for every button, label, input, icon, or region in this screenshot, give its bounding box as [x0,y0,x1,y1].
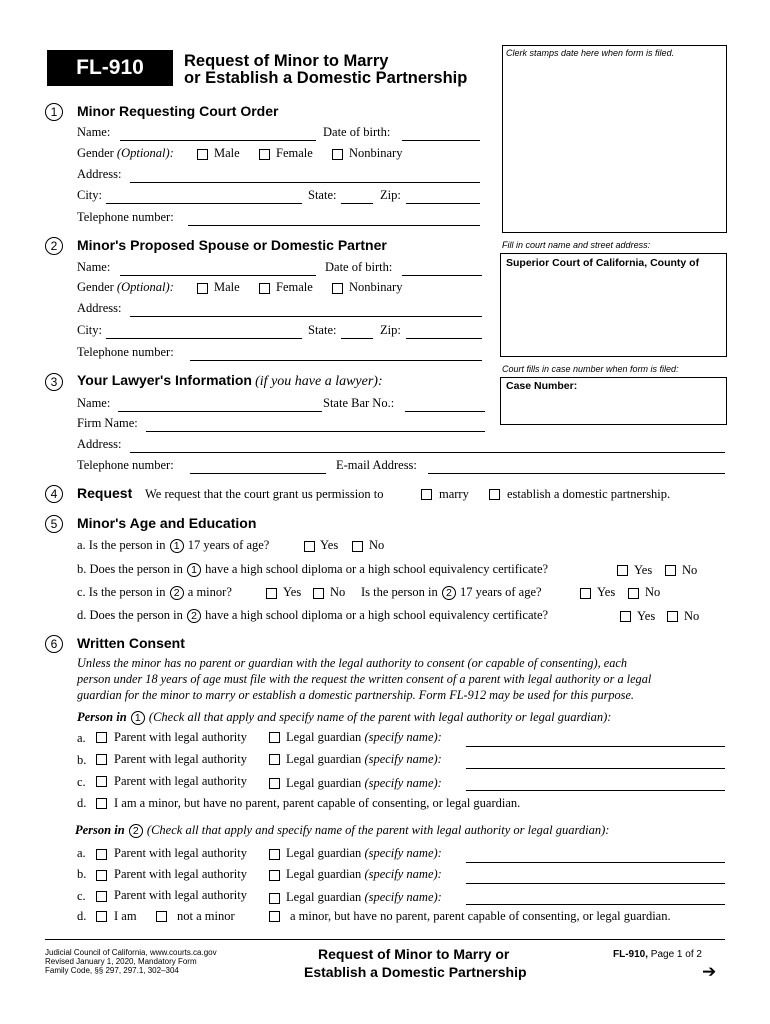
court-note: Fill in court name and street address: [502,240,651,250]
s4-marry-checkbox[interactable] [421,489,432,500]
s6-p2-b-parent-checkbox[interactable] [96,870,107,881]
s2-zip-field[interactable] [406,325,482,339]
s2-dob-field[interactable] [402,262,482,276]
s6-p2-b-letter: b. [77,867,87,881]
form-id-badge [47,50,173,86]
s5-d-no-label: No [684,609,700,623]
s5-a-text2: 17 years of age? [187,538,270,552]
section-3-number: 3 [45,373,63,391]
section-2-title: Minor's Proposed Spouse or Domestic Partner [77,237,387,253]
footer-title-line2: Establish a Domestic Partnership [304,964,527,980]
s6-p2-a-letter: a. [77,846,86,860]
s2-nonbinary-label: Nonbinary [349,280,403,294]
s2-city-field[interactable] [106,325,302,339]
footer-form-id: FL-910, [613,949,649,960]
s3-bar-label: State Bar No.: [323,396,395,410]
s6-p2-d-nogardian-checkbox[interactable] [269,911,280,922]
s6-intro-3: guardian for the minor to marry or establish a domestic partnership. Form FL-912 may be used for this purpose. [77,688,634,702]
s6-p2-b-guardian-checkbox[interactable] [269,870,280,881]
s6-p2-c-name-field[interactable] [466,891,725,905]
section-4-number: 4 [45,485,63,503]
s5-a-yes-label: Yes [320,538,339,552]
s6-p2-b-parent-label: Parent with legal authority [114,867,247,881]
form-title-line2: or Establish a Domestic Partnership [184,69,468,87]
s1-address-field[interactable] [130,169,480,183]
s1-address-label: Address: [77,167,122,181]
s6-p1-c-letter: c. [77,775,86,789]
s6-person2-heading [75,823,609,838]
s6-p1-a-name-field[interactable] [466,733,725,747]
s1-dob-field[interactable] [402,127,480,141]
s5-c-text1: c. Is the person in [77,585,166,599]
s6-person1-ref: 1 [131,711,145,725]
s2-female-label: Female [276,280,313,294]
s6-p1-b-parent-label: Parent with legal authority [114,752,247,766]
s6-p2-c-guardian-checkbox[interactable] [269,893,280,904]
section-4-title: Request [77,485,133,501]
s5-a-yes-checkbox[interactable] [304,541,315,552]
s6-p2-b-name-field[interactable] [466,870,725,884]
section-1-title: Minor Requesting Court Order [77,103,279,119]
s1-zip-label: Zip: [380,188,401,202]
footer-rule [45,939,725,940]
s1-gender-label [77,146,174,161]
s5-a-no-label: No [369,538,385,552]
s6-p2-a-name-field[interactable] [466,849,725,863]
s3-phone-label: Telephone number: [77,458,174,472]
s5-a-ref: 1 [170,539,184,553]
s3-phone-field[interactable] [190,460,326,474]
s5-c-text3: Is the person in [361,585,438,599]
s5-d-yes-checkbox[interactable] [620,611,631,622]
s1-name-field[interactable] [120,127,316,141]
s5-b-ref: 1 [187,563,201,577]
case-number-label: Case Number: [506,380,578,392]
s5-a-no-checkbox[interactable] [352,541,363,552]
footer-line2: Revised January 1, 2020, Mandatory Form [45,957,197,966]
s6-person2-label: Person in [75,823,125,837]
s6-p1-a-guardian-text: Legal guardian [286,730,362,744]
s5-b-text1: b. Does the person in [77,562,183,576]
s1-gender-text: Gender [77,146,114,160]
s6-person1-heading [77,710,611,725]
s6-p2-a-guardian-label [286,846,442,861]
s6-p2-d-letter: d. [77,909,87,923]
section-3-title-row [77,372,383,390]
s5-d-text2: have a high school diploma or a high school equivalency certificate? [205,608,549,622]
s2-zip-label: Zip: [380,323,401,337]
s6-p1-c-parent-checkbox[interactable] [96,776,107,787]
s3-address-label: Address: [77,437,122,451]
s6-intro-2: person under 18 years of age must file with the request the written consent of a parent with legal authority or a legal [77,672,652,686]
s6-p2-d-label: a minor, but have no parent, parent capable of consenting, or legal guardian. [290,909,671,923]
section-6-title: Written Consent [77,635,185,651]
s1-female-label: Female [276,146,313,160]
s5-d-ref: 2 [187,609,201,623]
s4-marry-label: marry [439,487,469,501]
section-3-title: Your Lawyer's Information [77,372,252,388]
s1-state-field[interactable] [341,190,373,204]
s6-person1-label: Person in [77,710,127,724]
s5-d-question [77,608,548,623]
s3-address-field[interactable] [130,439,725,453]
s2-city-label: City: [77,323,103,337]
footer-line1: Judicial Council of California, www.courts.ca.gov [45,948,217,957]
s1-nonbinary-checkbox[interactable] [332,149,343,160]
s3-firm-label: Firm Name: [77,416,138,430]
s2-address-field[interactable] [130,303,482,317]
form-title-line1: Request of Minor to Marry [184,52,389,70]
s1-name-label: Name: [77,125,111,139]
s5-b-no-checkbox[interactable] [665,565,676,576]
s6-p1-a-parent-checkbox[interactable] [96,732,107,743]
s6-p1-a-guardian-checkbox[interactable] [269,732,280,743]
s2-dob-label: Date of birth: [325,260,393,274]
s6-p1-c-guardian-checkbox[interactable] [269,778,280,789]
s6-p2-d-iam-label: I am [114,909,137,923]
s6-p2-c-guardian-text: Legal guardian [286,890,362,904]
s5-c2-yes-checkbox[interactable] [580,588,591,599]
s1-female-checkbox[interactable] [259,149,270,160]
section-1-number: 1 [45,103,63,121]
s6-intro-1: Unless the minor has no parent or guardian with the legal authority to consent (or capable of consenting), each [77,656,627,670]
s6-p1-b-guardian-text: Legal guardian [286,752,362,766]
s6-person2-ref: 2 [129,824,143,838]
s5-c2-no-label: No [645,585,661,599]
s6-p2-b-guardian-label [286,867,442,882]
s2-phone-label: Telephone number: [77,345,174,359]
s5-c-question [77,585,232,600]
s6-p1-a-specify: (specify name): [364,730,442,744]
footer-page-number: Page 1 of 2 [650,949,702,960]
s2-address-label: Address: [77,301,122,315]
s6-p1-b-letter: b. [77,753,87,767]
court-name: Superior Court of California, County of [506,257,700,269]
footer-page-info [613,949,702,960]
s6-p2-b-guardian-text: Legal guardian [286,867,362,881]
s5-a-text1: a. Is the person in [77,538,166,552]
s6-p1-b-parent-checkbox[interactable] [96,754,107,765]
s6-p2-a-specify: (specify name): [364,846,442,860]
s6-p1-d-checkbox[interactable] [96,798,107,809]
footer-line3: Family Code, §§ 297, 297.1, 302–304 [45,966,179,975]
s5-c-text2: a minor? [187,585,232,599]
s3-bar-field[interactable] [405,398,485,412]
s6-p2-a-guardian-checkbox[interactable] [269,849,280,860]
s1-zip-field[interactable] [406,190,480,204]
s2-female-checkbox[interactable] [259,283,270,294]
s6-p1-b-specify: (specify name): [364,752,442,766]
s2-state-field[interactable] [341,325,373,339]
s6-p1-b-name-field[interactable] [466,755,725,769]
s3-email-label: E-mail Address: [336,458,417,472]
s6-p2-c-parent-label: Parent with legal authority [114,888,247,902]
s6-p1-c-name-field[interactable] [466,777,725,791]
s5-c2-no-checkbox[interactable] [628,588,639,599]
s5-c-ref1: 2 [170,586,184,600]
s3-name-label: Name: [77,396,111,410]
s3-name-field[interactable] [118,398,322,412]
s1-phone-label: Telephone number: [77,210,174,224]
s5-c1-yes-label: Yes [283,585,302,599]
s6-p1-c-guardian-label [286,776,442,791]
s5-c1-yes-checkbox[interactable] [266,588,277,599]
s6-p1-c-guardian-text: Legal guardian [286,776,362,790]
s5-b-question [77,562,548,577]
s6-p2-c-letter: c. [77,889,86,903]
s5-d-no-checkbox[interactable] [667,611,678,622]
section-3-subtitle: (if you have a lawyer): [255,374,383,389]
s6-person2-note: (Check all that apply and specify name of the parent with legal authority or legal guardian): [146,823,610,837]
s6-p1-c-parent-label: Parent with legal authority [114,774,247,788]
court-name-box[interactable] [500,253,727,357]
s3-email-field[interactable] [428,460,725,474]
case-note: Court fills in case number when form is filed: [502,364,679,374]
s6-p2-c-specify: (specify name): [364,890,442,904]
clerk-note: Clerk stamps date here when form is filed. [506,48,675,58]
s2-phone-field[interactable] [190,347,482,361]
s1-gender-optional: (Optional): [116,146,174,160]
s2-state-label: State: [308,323,337,337]
s5-b-yes-checkbox[interactable] [617,565,628,576]
s6-p2-a-parent-checkbox[interactable] [96,849,107,860]
s6-p1-b-guardian-checkbox[interactable] [269,754,280,765]
s6-p2-b-specify: (specify name): [364,867,442,881]
s2-name-label: Name: [77,260,111,274]
s2-male-label: Male [214,280,240,294]
s6-p2-c-parent-checkbox[interactable] [96,891,107,902]
s5-c-question2 [361,585,542,600]
s2-gender-optional: (Optional): [116,280,174,294]
s6-p1-a-guardian-label [286,730,442,745]
section-5-title: Minor's Age and Education [77,515,257,531]
s5-d-yes-label: Yes [637,609,656,623]
s6-p1-a-parent-label: Parent with legal authority [114,730,247,744]
s3-firm-field[interactable] [146,418,485,432]
s5-d-text1: d. Does the person in [77,608,183,622]
s5-c-text4: 17 years of age? [459,585,542,599]
s6-p2-a-parent-label: Parent with legal authority [114,846,247,860]
footer-title-line1: Request of Minor to Marry or [318,946,510,962]
s6-p1-b-guardian-label [286,752,442,767]
form-id: FL-910 [76,56,144,79]
s4-partnership-checkbox[interactable] [489,489,500,500]
s5-c2-yes-label: Yes [597,585,616,599]
case-number-box[interactable] [500,377,727,425]
next-page-arrow-icon: ➔ [702,962,717,981]
s1-state-label: State: [308,188,337,202]
s1-dob-label: Date of birth: [323,125,391,139]
s1-city-field[interactable] [106,190,302,204]
s6-p1-c-specify: (specify name): [364,776,442,790]
s5-b-text2: have a high school diploma or a high school equivalency certificate? [205,562,549,576]
s1-phone-field[interactable] [188,212,480,226]
s6-p2-d-notminor-checkbox[interactable] [156,911,167,922]
s6-p2-a-guardian-text: Legal guardian [286,846,362,860]
s6-p1-a-letter: a. [77,731,86,745]
s1-nonbinary-label: Nonbinary [349,146,403,160]
s6-p2-d-iam-checkbox[interactable] [96,911,107,922]
s6-p2-d-notminor-label: not a minor [177,909,235,923]
s1-male-checkbox[interactable] [197,149,208,160]
s4-partnership-label: establish a domestic partnership. [507,487,671,501]
section-5-number: 5 [45,515,63,533]
section-2-number: 2 [45,237,63,255]
s2-nonbinary-checkbox[interactable] [332,283,343,294]
s6-person1-note: (Check all that apply and specify name of the parent with legal authority or legal guardian): [148,710,612,724]
s2-gender-label [77,280,174,295]
s5-c1-no-label: No [330,585,346,599]
s2-male-checkbox[interactable] [197,283,208,294]
clerk-stamp-box [502,45,727,233]
s5-b-yes-label: Yes [634,563,653,577]
s6-p1-d-letter: d. [77,796,87,810]
s1-male-label: Male [214,146,240,160]
s1-city-label: City: [77,188,103,202]
section-6-number: 6 [45,635,63,653]
s6-p2-c-guardian-label [286,890,442,905]
s2-name-field[interactable] [120,262,316,276]
s2-gender-text: Gender [77,280,114,294]
s6-p1-d-label: I am a minor, but have no parent, parent capable of consenting, or legal guardian. [114,796,521,810]
s5-c-ref2: 2 [442,586,456,600]
s5-c1-no-checkbox[interactable] [313,588,324,599]
s4-request-text: We request that the court grant us permission to [145,487,384,501]
s5-b-no-label: No [682,563,698,577]
s5-a-question [77,538,269,553]
